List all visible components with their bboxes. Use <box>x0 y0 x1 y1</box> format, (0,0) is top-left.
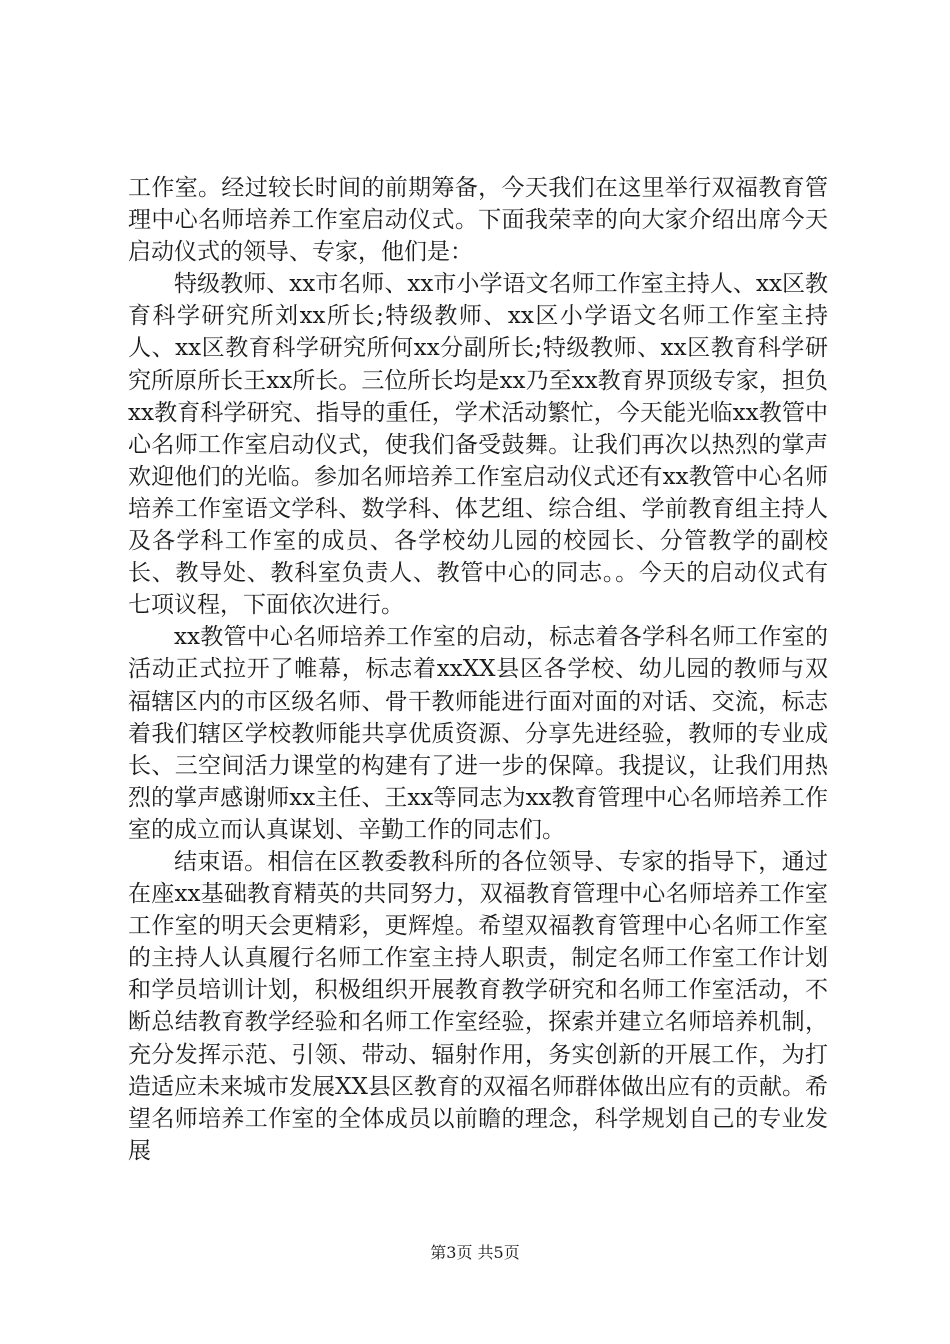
paragraph-studio-launch: xx教管中心名师培养工作室的启动，标志着各学科名师工作室的活动正式拉开了帷幕，标志着xxXX县区各学校、幼儿园的教师与双福辖区内的市区级名师、骨干教师能进行面对面的对话、交流，标志着我们辖区学校教师能共享优质资源、分享先进经验，教师的专业成长、三空间活力课堂的构建有了进一步的保障。我提议，让我们用热烈的掌声感谢师xx主任、王xx等同志为xx教育管理中心名师培养工作室的成立而认真谋划、辛勤工作的同志们。 <box>128 624 828 843</box>
paragraph-continuation: 工作室。经过较长时间的前期筹备，今天我们在这里举行双福教育管理中心名师培养工作室启动仪式。下面我荣幸的向大家介绍出席今天启动仪式的领导、专家，他们是： <box>128 175 828 266</box>
page-footer: 第3页 共5页 <box>430 1243 520 1262</box>
paragraph-guest-introduction: 特级教师、xx市名师、xx市小学语文名师工作室主持人、xx区教育科学研究所刘xx所长;特级教师、xx区小学语文名师工作室主持人、xx区教育科学研究所何xx分副所长;特级教师、xx区教育科学研究所原所长王xx所长。三位所长均是xx乃至xx教育界顶级专家，担负xx教育科学研究、指导的重任，学术活动繁忙，今天能光临xx教管中心名师工作室启动仪式，使我们备受鼓舞。让我们再次以热烈的掌声欢迎他们的光临。参加名师培养工作室启动仪式还有xx教管中心名师培养工作室语文学科、数学科、体艺组、综合组、学前教育组主持人及各学科工作室的成员、各学校幼儿园的校园长、分管教学的副校长、教导处、教科室负责人、教管中心的同志。。今天的启动仪式有七项议程，下面依次进行。 <box>128 271 828 619</box>
paragraph-closing-remarks: 结束语。相信在区教委教科所的各位领导、专家的指导下，通过在座xx基础教育精英的共同努力，双福教育管理中心名师培养工作室工作室的明天会更精彩，更辉煌。希望双福教育管理中心名师工作室的主持人认真履行名师工作室主持人职责，制定名师工作室工作计划和学员培训计划，积极组织开展教育教学研究和名师工作室活动，不断总结教育教学经验和名师工作室经验，探索并建立名师培养机制，充分发挥示范、引领、带动、辐射作用，务实创新的开展工作，为打造适应未来城市发展XX县区教育的双福名师群体做出应有的贡献。希望名师培养工作室的全体成员以前瞻的理念，科学规划自己的专业发展 <box>128 848 828 1164</box>
document-body <box>128 172 828 1167</box>
